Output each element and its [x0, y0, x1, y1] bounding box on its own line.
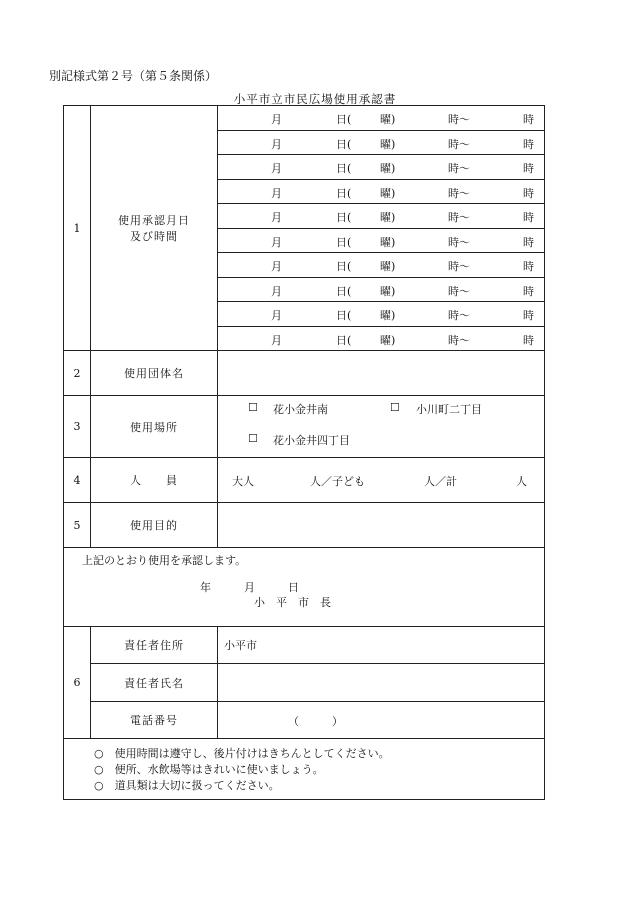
people-child-label: 人／子ども [310, 475, 365, 488]
place-option-2: 小川町二丁目 [416, 403, 482, 416]
row-number-5: 5 [64, 503, 91, 548]
usage-datetime-label-line2: 及び時間 [130, 230, 178, 243]
people-unit-label: 人 [516, 475, 527, 488]
slot-day: 日( [336, 113, 352, 126]
purpose-field[interactable] [218, 503, 545, 548]
slot-weekday: 曜) [380, 162, 396, 175]
usage-place-field [218, 396, 545, 458]
slot-to-hour: 時 [523, 113, 534, 126]
slot-from-hour: 時～ [448, 260, 470, 273]
approval-statement: 上記のとおり使用を承認します。 [82, 554, 247, 567]
usage-slot-cell[interactable] [218, 106, 545, 131]
place-checkbox-2[interactable]: ☐ [390, 401, 400, 414]
usage-slot-cell[interactable] [218, 302, 545, 327]
row-number-1: 1 [64, 106, 91, 351]
group-name-label: 使用団体名 [91, 351, 218, 396]
slot-month: 月 [271, 284, 282, 298]
slot-month: 月 [271, 235, 282, 249]
row-number-4: 4 [64, 458, 91, 503]
approval-row [64, 548, 545, 627]
slot-from-hour: 時～ [448, 235, 470, 249]
notes-row [64, 739, 545, 800]
people-row [64, 458, 545, 503]
slot-to-hour: 時 [523, 186, 534, 200]
slot-weekday: 曜) [380, 260, 396, 273]
slot-weekday: 曜) [380, 137, 396, 151]
purpose-row [64, 503, 545, 548]
slot-weekday: 曜) [380, 186, 396, 200]
note-item-2: ○ 便所、水飲場等はきれいに使いましょう。 [94, 763, 324, 776]
slot-day: 日( [336, 284, 352, 298]
usage-place-label: 使用場所 [91, 396, 218, 458]
responsible-name-label: 責任者氏名 [91, 664, 218, 702]
slot-from-hour: 時～ [448, 162, 470, 175]
slot-to-hour: 時 [523, 309, 534, 322]
slot-to-hour: 時 [523, 260, 534, 273]
usage-datetime-label [91, 106, 218, 351]
slot-weekday: 曜) [380, 333, 396, 347]
slot-from-hour: 時～ [448, 284, 470, 298]
people-adult-label: 大人 [232, 475, 254, 488]
approval-date: 年 月 日 [200, 581, 299, 594]
place-checkbox-1[interactable]: ☐ [248, 401, 258, 414]
responsible-address-field[interactable] [218, 627, 545, 664]
slot-day: 日( [336, 260, 352, 273]
slot-from-hour: 時～ [448, 211, 470, 224]
place-option-3: 花小金井四丁目 [273, 434, 350, 447]
responsible-address-value: 小平市 [224, 639, 257, 652]
slot-day: 日( [336, 137, 352, 151]
usage-datetime-label-line1: 使用承認月日 [118, 214, 190, 227]
row-number-2: 2 [64, 351, 91, 396]
slot-weekday: 曜) [380, 309, 396, 322]
people-total-label: 人／計 [424, 475, 457, 488]
slot-day: 日( [336, 211, 352, 224]
phone-row [64, 702, 545, 739]
slot-weekday: 曜) [380, 211, 396, 224]
slot-to-hour: 時 [523, 211, 534, 224]
usage-slot-cell[interactable] [218, 155, 545, 180]
group-name-field[interactable] [218, 351, 545, 396]
slot-from-hour: 時～ [448, 113, 470, 126]
slot-day: 日( [336, 186, 352, 200]
responsible-name-field[interactable] [218, 664, 545, 702]
slot-month: 月 [271, 162, 282, 175]
note-item-3: ○ 道具類は大切に扱ってください。 [94, 779, 280, 792]
usage-slot-cell[interactable] [218, 204, 545, 229]
slot-from-hour: 時～ [448, 309, 470, 322]
group-name-row [64, 351, 545, 396]
slot-to-hour: 時 [523, 137, 534, 151]
phone-value: （ ） [288, 715, 343, 728]
usage-slot-row [64, 106, 545, 131]
slot-to-hour: 時 [523, 235, 534, 249]
slot-from-hour: 時～ [448, 333, 470, 347]
row-number-6: 6 [64, 627, 91, 739]
slot-day: 日( [336, 333, 352, 347]
approval-section [64, 548, 545, 627]
notes-section [64, 739, 545, 800]
slot-month: 月 [271, 211, 282, 224]
slot-month: 月 [271, 260, 282, 273]
slot-from-hour: 時～ [448, 137, 470, 151]
place-checkbox-3[interactable]: ☐ [248, 432, 258, 445]
purpose-label: 使用目的 [91, 503, 218, 548]
responsible-name-row [64, 664, 545, 702]
slot-month: 月 [271, 309, 282, 322]
responsible-address-row [64, 627, 545, 664]
slot-day: 日( [336, 309, 352, 322]
place-option-1: 花小金井南 [273, 403, 328, 416]
usage-slot-cell[interactable] [218, 130, 545, 155]
slot-to-hour: 時 [523, 284, 534, 298]
phone-label: 電話番号 [91, 702, 218, 739]
people-label: 人 員 [91, 458, 218, 503]
usage-slot-cell[interactable] [218, 253, 545, 278]
slot-weekday: 曜) [380, 284, 396, 298]
approval-mayor: 小 平 市 長 [254, 596, 331, 609]
slot-from-hour: 時～ [448, 186, 470, 200]
slot-to-hour: 時 [523, 162, 534, 175]
slot-weekday: 曜) [380, 235, 396, 249]
row-number-3: 3 [64, 396, 91, 458]
slot-to-hour: 時 [523, 333, 534, 347]
document-title: 小平市立市民広場使用承認書 [233, 92, 397, 106]
slot-month: 月 [271, 113, 282, 126]
note-item-1: ○ 使用時間は遵守し、後片付けはきちんとしてください。 [94, 747, 390, 760]
slot-month: 月 [271, 186, 282, 200]
slot-day: 日( [336, 162, 352, 175]
slot-month: 月 [271, 333, 282, 347]
usage-slot-cell[interactable] [218, 277, 545, 302]
approval-form-table [63, 105, 545, 800]
phone-field[interactable] [218, 702, 545, 739]
usage-slot-cell[interactable] [218, 228, 545, 253]
usage-slot-cell[interactable] [218, 179, 545, 204]
responsible-address-label: 責任者住所 [91, 627, 218, 664]
people-field[interactable] [218, 458, 545, 503]
slot-weekday: 曜) [380, 113, 396, 126]
slot-month: 月 [271, 137, 282, 151]
usage-place-row [64, 396, 545, 458]
slot-day: 日( [336, 235, 352, 249]
usage-slot-cell[interactable] [218, 326, 545, 351]
form-number-label: 別記様式第２号（第５条関係） [49, 69, 218, 83]
